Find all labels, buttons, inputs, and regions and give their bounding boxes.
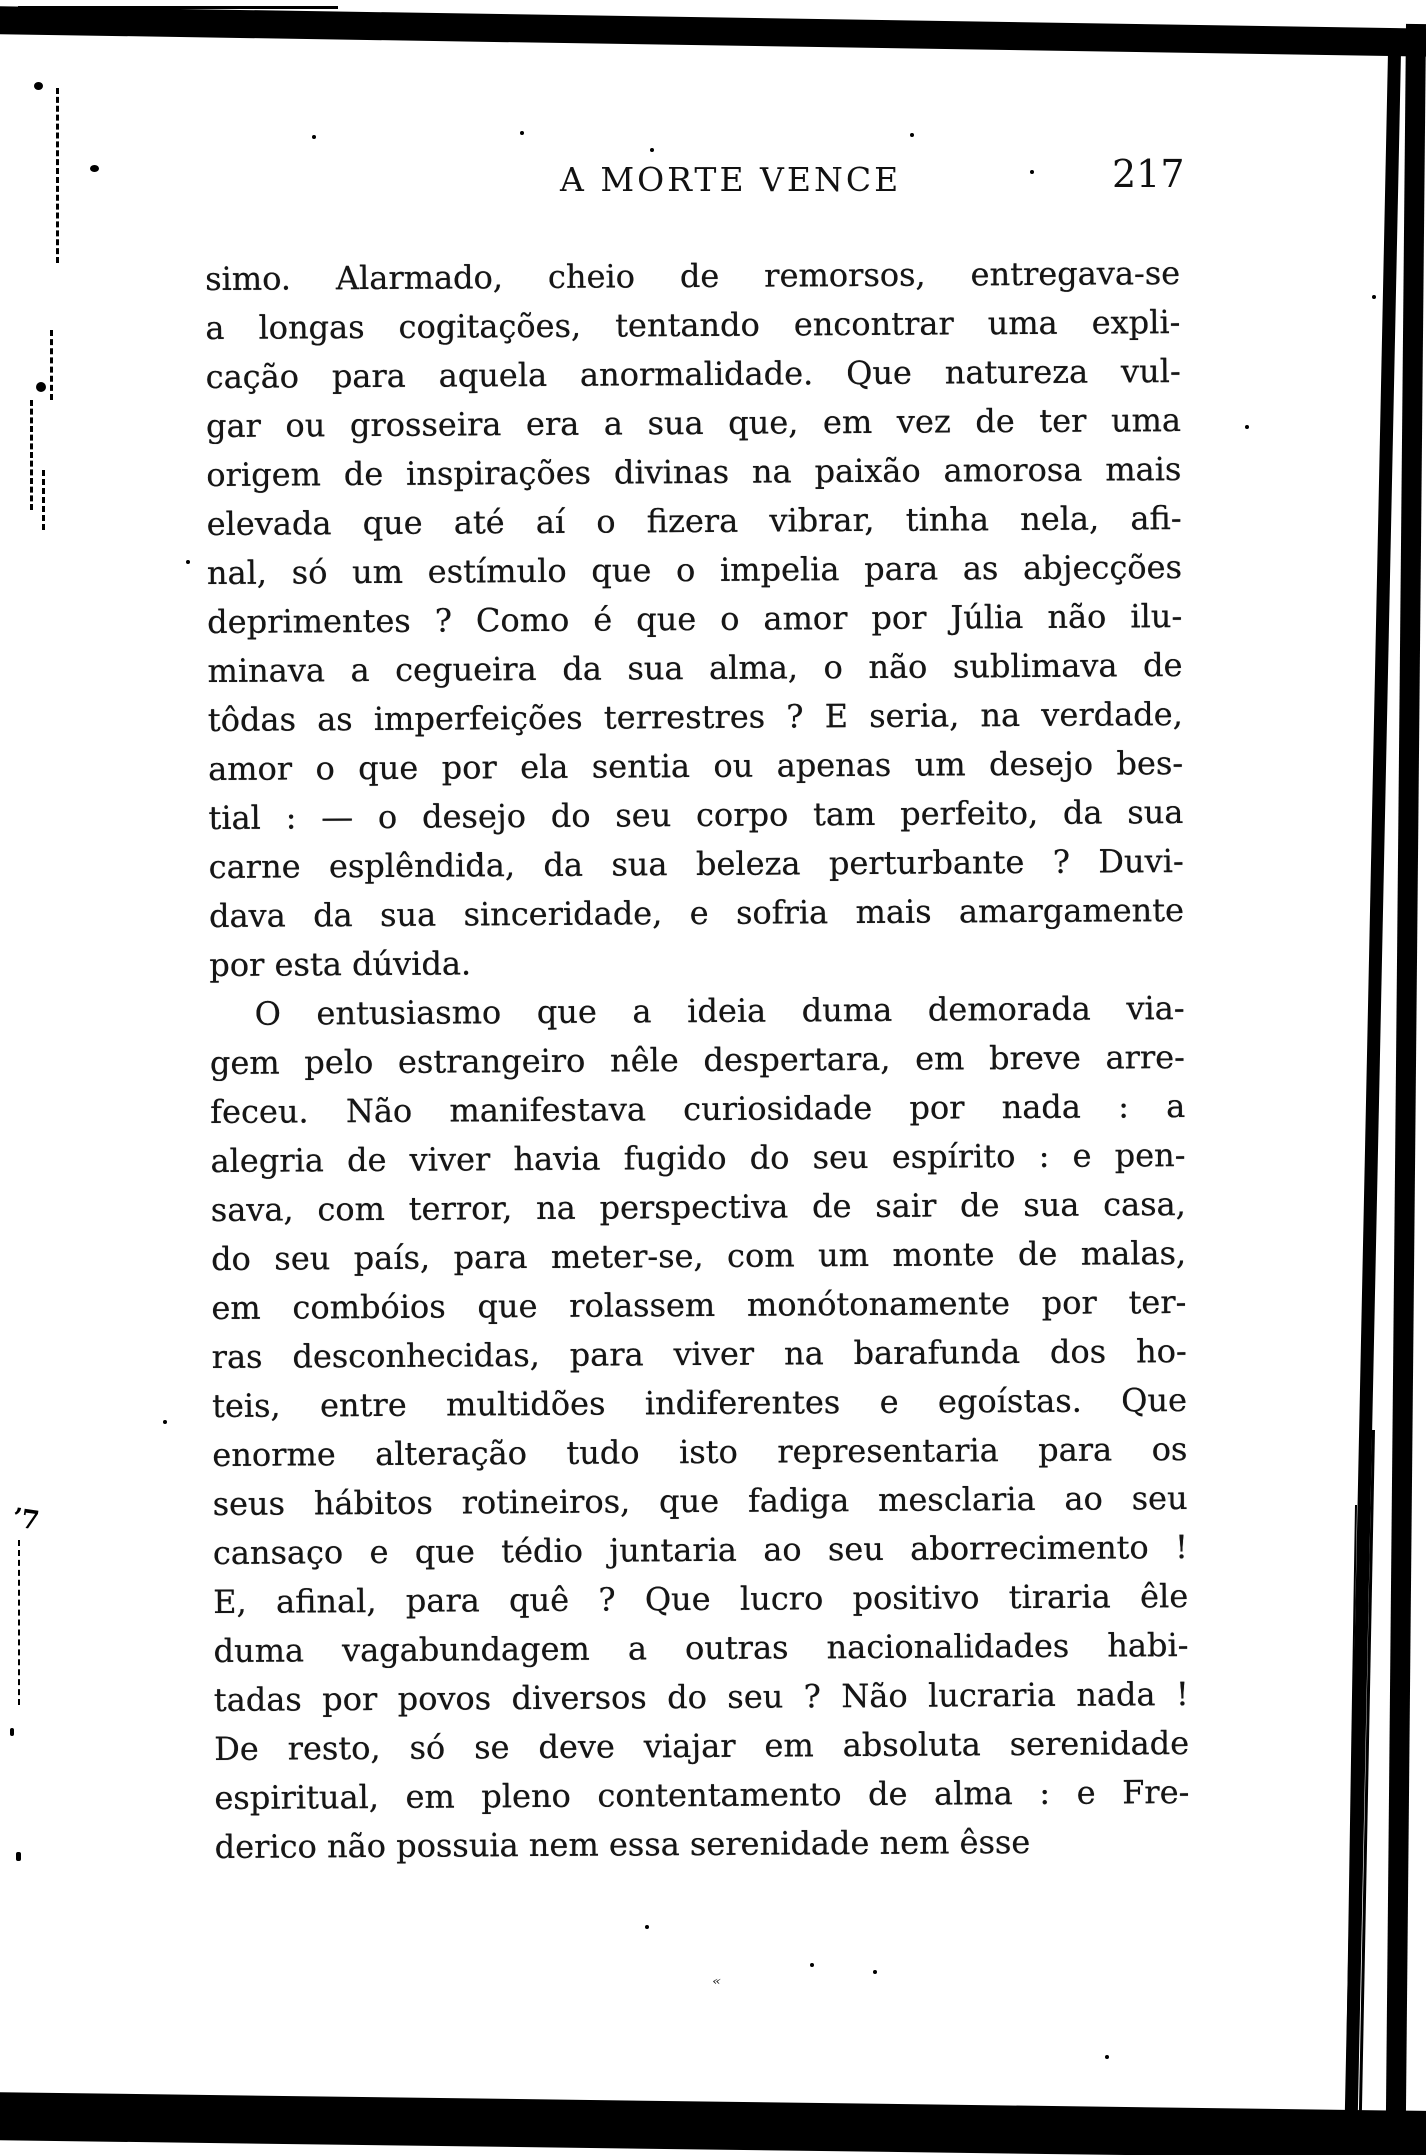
page-number: 217 — [1112, 152, 1185, 196]
scan-speck — [810, 1963, 814, 1967]
text-line: elevada que até aí o fizera vibrar, tinha nela, afi- — [206, 499, 1182, 543]
text-line: enorme alteração tudo isto representaria para os — [212, 1430, 1188, 1474]
text-line: teis, entre multidões indiferentes e egoístas. Que — [211, 1381, 1188, 1425]
printers-mark: « — [712, 1973, 722, 1989]
scan-speck — [1245, 425, 1249, 429]
scan-mark-glyph: ʼ7 — [10, 1503, 42, 1537]
text-line: nal, só um estímulo que o impelia para as abjecções — [206, 548, 1183, 592]
text-line: tôdas as imperfeições terrestres ? E seria, na verdade, — [207, 695, 1183, 739]
scan-mark — [36, 382, 46, 392]
scan-mark — [34, 82, 43, 90]
text-line: amor o que por ela sentia ou apenas um desejo bes- — [208, 744, 1184, 788]
scan-speck — [873, 1970, 877, 1974]
text-line: do seu país, para meter-se, com um monte de malas, — [211, 1234, 1187, 1278]
text-line: cansaço e que tédio juntaria ao seu aborrecimento ! — [212, 1528, 1189, 1572]
text-line: gem pelo estrangeiro nêle despertara, em breve arre- — [209, 1038, 1186, 1082]
text-line: gar ou grosseira era a sua que, em vez de ter uma — [205, 401, 1182, 445]
text-line: ras desconhecidas, para viver na barafunda dos ho- — [211, 1332, 1187, 1376]
scan-artifact-top-edge — [0, 6, 1426, 57]
text-line: carne esplêndida, da sua beleza perturbante ? Duvi- — [208, 842, 1184, 886]
text-line: duma vagabundagem a outras nacionalidades habi- — [213, 1626, 1189, 1670]
text-line: simo. Alarmado, cheio de remorsos, entregava-se — [205, 254, 1181, 298]
scan-speck — [1105, 2055, 1109, 2059]
text-line: E, afinal, para quê ? Que lucro positivo tiraria êle — [213, 1577, 1189, 1621]
scan-speck — [910, 133, 914, 137]
scan-speck — [645, 1925, 649, 1929]
scan-mark — [10, 1728, 14, 1736]
scan-mark — [90, 165, 99, 172]
scan-mark — [30, 400, 33, 510]
scan-mark — [50, 330, 53, 400]
body-text — [205, 249, 1190, 1872]
text-line: por esta dúvida. — [209, 944, 472, 984]
scan-speck — [520, 131, 524, 135]
scan-speck — [1372, 295, 1376, 299]
text-line: cação para aquela anormalidade. Que natureza vul- — [205, 352, 1181, 396]
text-line: a longas cogitações, tentando encontrar uma expli- — [205, 303, 1181, 347]
text-line: minava a cegueira da sua alma, o não sublimava de — [207, 646, 1183, 690]
scan-speck — [1030, 170, 1034, 174]
scan-mark — [56, 88, 59, 263]
text-line: sava, com terror, na perspectiva de sair de sua casa, — [210, 1185, 1186, 1229]
text-line: seus hábitos rotineiros, que fadiga mesclaria ao seu — [212, 1479, 1188, 1523]
text-line: O entusiasmo que a ideia duma demorada via- — [254, 989, 1185, 1033]
text-line: espiritual, em pleno contentamento de alma : e Fre- — [214, 1773, 1190, 1817]
scan-mark — [18, 1540, 20, 1705]
scan-speck — [312, 135, 316, 139]
scan-mark — [16, 1852, 21, 1861]
text-line: dava da sua sinceridade, e sofria mais amargamente — [208, 891, 1185, 935]
scan-speck — [163, 1420, 167, 1424]
scan-mark — [42, 470, 45, 530]
text-line: alegria de viver havia fugido do seu espírito : e pen- — [210, 1136, 1186, 1180]
text-line: em combóios que rolassem monótonamente por ter- — [211, 1283, 1187, 1327]
text-line: tadas por povos diversos do seu ? Não lucraria nada ! — [213, 1675, 1189, 1719]
text-line: deprimentes ? Como é que o amor por Júlia não ilu- — [207, 597, 1183, 641]
text-line: feceu. Não manifestava curiosidade por nada : a — [210, 1087, 1186, 1131]
text-line: derico não possuia nem essa serenidade nem êsse — [214, 1822, 1031, 1866]
text-line: origem de inspirações divinas na paixão amorosa mais — [206, 450, 1182, 494]
scan-speck — [650, 148, 654, 152]
scan-speck — [186, 560, 190, 564]
text-line: tial : — o desejo do seu corpo tam perfeito, da sua — [208, 793, 1184, 837]
text-line: De resto, só se deve viajar em absoluta serenidade — [214, 1724, 1190, 1768]
running-header-title: A MORTE VENCE — [560, 160, 902, 199]
scan-artifact-bottom-edge — [0, 2092, 1426, 2155]
